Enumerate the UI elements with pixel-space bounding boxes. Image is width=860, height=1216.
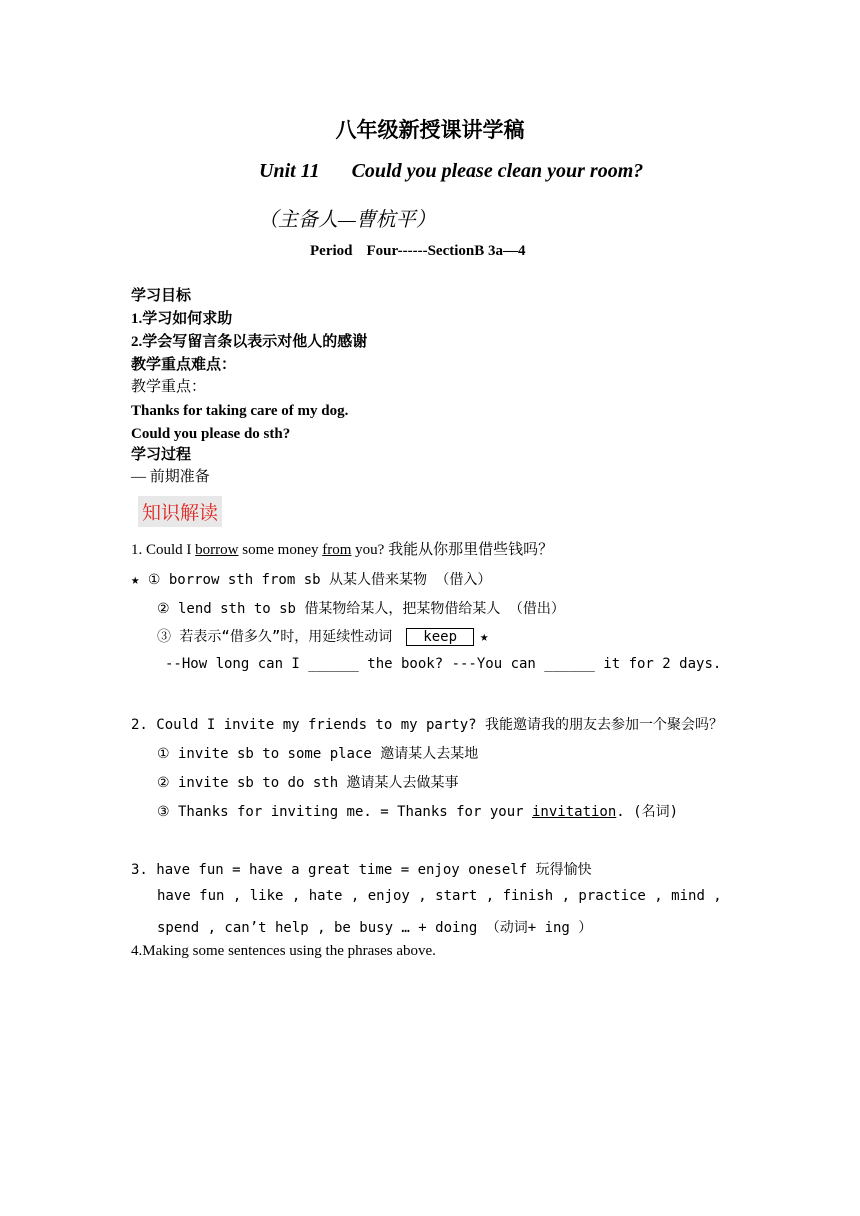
key-sentence: Could you please do sth? bbox=[131, 426, 291, 442]
period-line bbox=[310, 243, 526, 260]
item2-line: ① invite sb to some place 邀请某人去某地 bbox=[157, 746, 479, 762]
period-label: Period bbox=[310, 243, 353, 259]
item1-borrow-line: ★ ① borrow sth from sb 从某人借来某物 （借入） bbox=[131, 572, 492, 588]
item2-question: 2. Could I invite my friends to my party? 我能邀请我的朋友去参加一个聚会吗？ bbox=[131, 717, 724, 733]
unit-heading bbox=[259, 160, 643, 183]
text-segment: ③ Thanks for inviting me. = Thanks for your bbox=[157, 804, 532, 820]
item1-sentence bbox=[131, 540, 553, 560]
key-points-subheading: 教学重点： bbox=[131, 379, 207, 395]
objective-item: 2.学会写留言条以表示对他人的感谢 bbox=[131, 334, 368, 350]
text-segment: ③ 若表示“借多久”时，用延续性动词 bbox=[157, 629, 393, 645]
item1-dialog: --How long can I ______ the book? ---You can ______ it for 2 days. bbox=[165, 656, 722, 672]
underlined-word: from bbox=[322, 542, 352, 558]
page-title: 八年级新授课讲学稿 bbox=[335, 118, 525, 142]
item1-keep-line bbox=[157, 626, 488, 646]
period-value: Four------SectionB 3a—4 bbox=[366, 243, 526, 259]
text-segment: some money bbox=[238, 542, 323, 558]
underlined-word: invitation bbox=[532, 804, 617, 820]
unit-number: Unit 11 bbox=[259, 160, 320, 182]
objectives-heading: 学习目标 bbox=[131, 288, 192, 304]
objective-item: 1.学习如何求助 bbox=[131, 311, 233, 327]
item3-line: have fun , like , hate , enjoy , start , finish , practice , mind , bbox=[157, 888, 722, 904]
item3-line: 3. have fun = have a great time = enjoy oneself 玩得愉快 bbox=[131, 862, 592, 878]
process-heading: 学习过程 bbox=[131, 447, 192, 463]
item4: 4.Making some sentences using the phrases above. bbox=[131, 943, 436, 959]
unit-question: Could you please clean your room? bbox=[351, 160, 644, 182]
item3-line: spend , can’t help , be busy … + doing （动词+ ing ） bbox=[157, 920, 593, 936]
knowledge-badge: 知识解读 bbox=[138, 496, 222, 527]
underlined-word: borrow bbox=[195, 542, 239, 558]
prep-heading: — 前期准备 bbox=[131, 469, 210, 485]
keep-box: keep bbox=[406, 628, 474, 646]
item2-line: ② invite sb to do sth 邀请某人去做某事 bbox=[157, 775, 459, 791]
key-points-heading: 教学重点难点： bbox=[131, 357, 237, 373]
item2-line bbox=[157, 801, 678, 821]
text-segment: . (名词) bbox=[616, 804, 679, 820]
author-line: （主备人—曹杭平） bbox=[258, 209, 436, 231]
star-icon: ★ bbox=[480, 629, 489, 645]
text-segment: 1. Could I bbox=[131, 542, 196, 558]
item1-lend-line: ② lend sth to sb 借某物给某人，把某物借给某人 （借出） bbox=[157, 601, 565, 617]
key-sentence: Thanks for taking care of my dog. bbox=[131, 403, 349, 419]
text-segment: you? 我能从你那里借些钱吗？ bbox=[351, 542, 554, 558]
